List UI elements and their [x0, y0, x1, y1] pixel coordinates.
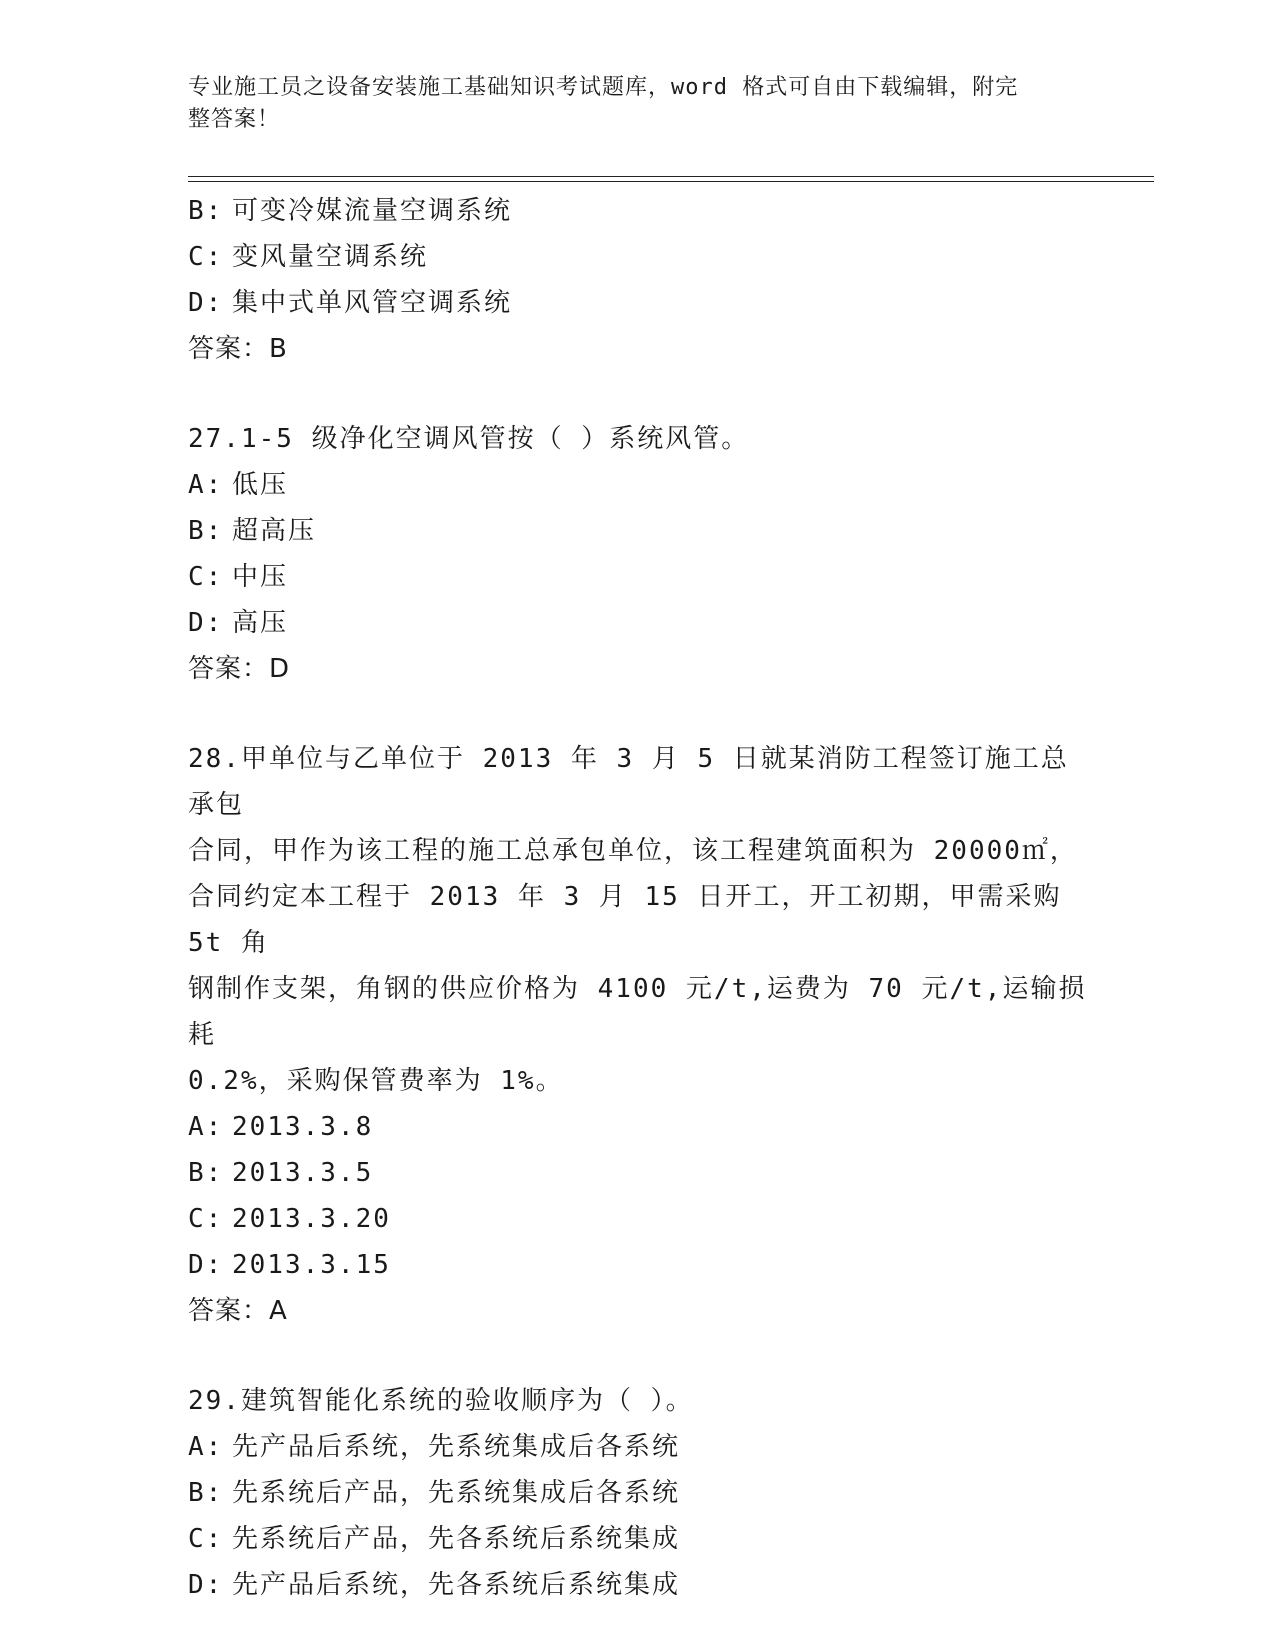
option-a: [188, 1104, 1088, 1150]
option-text: 可变冷媒流量空调系统: [232, 196, 513, 226]
option-letter: D:: [188, 1250, 224, 1280]
answer-line: 答案：D: [188, 654, 291, 684]
option-text: 集中式单风管空调系统: [232, 288, 513, 318]
prev-question-block: [188, 188, 1088, 372]
option-letter: D:: [188, 608, 224, 638]
question-29: [188, 1378, 1088, 1608]
option-a: [188, 1424, 1088, 1470]
question-content: [188, 188, 1088, 1608]
option-d: [188, 280, 1088, 326]
option-text: 中压: [232, 562, 289, 592]
option-b: [188, 508, 1088, 554]
option-letter: A:: [188, 470, 224, 500]
option-text: 先产品后系统，先各系统后系统集成: [232, 1570, 681, 1600]
question-text-line-1: 28.甲单位与乙单位于 2013 年 3 月 5 日就某消防工程签订施工总承包: [188, 744, 1069, 820]
question-text: 27.1-5 级净化空调风管按（ ）系统风管。: [188, 424, 750, 454]
option-text: 先系统后产品，先各系统后系统集成: [232, 1524, 681, 1554]
header-divider-top: [188, 176, 1154, 177]
question-28: [188, 736, 1088, 1334]
question-text-line-2: 合同，甲作为该工程的施工总承包单位，该工程建筑面积为 20000㎡，: [188, 836, 1078, 866]
option-c: [188, 1196, 1088, 1242]
option-text: 高压: [232, 608, 289, 638]
option-c: [188, 554, 1088, 600]
option-letter: A:: [188, 1112, 224, 1142]
option-text: 2013.3.8: [232, 1112, 374, 1142]
answer-line: 答案：B: [188, 334, 288, 364]
option-b: [188, 188, 1088, 234]
option-b: [188, 1470, 1088, 1516]
option-text: 2013.3.5: [232, 1158, 374, 1188]
option-text: 先系统后产品，先系统集成后各系统: [232, 1478, 681, 1508]
option-c: [188, 234, 1088, 280]
header-line-2: 整答案！: [188, 107, 281, 132]
option-letter: B:: [188, 516, 224, 546]
answer-line: 答案：A: [188, 1296, 288, 1326]
header-line-1: 专业施工员之设备安装施工基础知识考试题库，word 格式可自由下载编辑，附完: [188, 75, 1019, 100]
document-header: [188, 72, 1068, 136]
option-c: [188, 1516, 1088, 1562]
header-divider-bottom: [188, 181, 1154, 182]
option-a: [188, 462, 1088, 508]
option-letter: A:: [188, 1432, 224, 1462]
question-text-line-5: 0.2%，采购保管费率为 1%。: [188, 1066, 564, 1096]
question-text-line-4: 钢制作支架，角钢的供应价格为 4100 元/t,运费为 70 元/t,运输损耗: [188, 974, 1087, 1050]
option-text: 超高压: [232, 516, 317, 546]
option-text: 低压: [232, 470, 289, 500]
option-text: 变风量空调系统: [232, 242, 429, 272]
question-text-line-3: 合同约定本工程于 2013 年 3 月 15 日开工，开工初期，甲需采购 5t 角: [188, 882, 1080, 958]
question-text: 29.建筑智能化系统的验收顺序为（ ）。: [188, 1386, 694, 1416]
option-letter: D:: [188, 1570, 224, 1600]
option-d: [188, 600, 1088, 646]
question-27: [188, 416, 1088, 692]
option-d: [188, 1242, 1088, 1288]
option-text: 2013.3.20: [232, 1204, 391, 1234]
option-letter: C:: [188, 1204, 224, 1234]
option-letter: B:: [188, 1478, 224, 1508]
option-letter: D:: [188, 288, 224, 318]
option-text: 先产品后系统，先系统集成后各系统: [232, 1432, 681, 1462]
option-d: [188, 1562, 1088, 1608]
option-letter: C:: [188, 562, 224, 592]
option-b: [188, 1150, 1088, 1196]
option-letter: B:: [188, 196, 224, 226]
option-letter: C:: [188, 1524, 224, 1554]
option-letter: C:: [188, 242, 224, 272]
option-text: 2013.3.15: [232, 1250, 391, 1280]
option-letter: B:: [188, 1158, 224, 1188]
